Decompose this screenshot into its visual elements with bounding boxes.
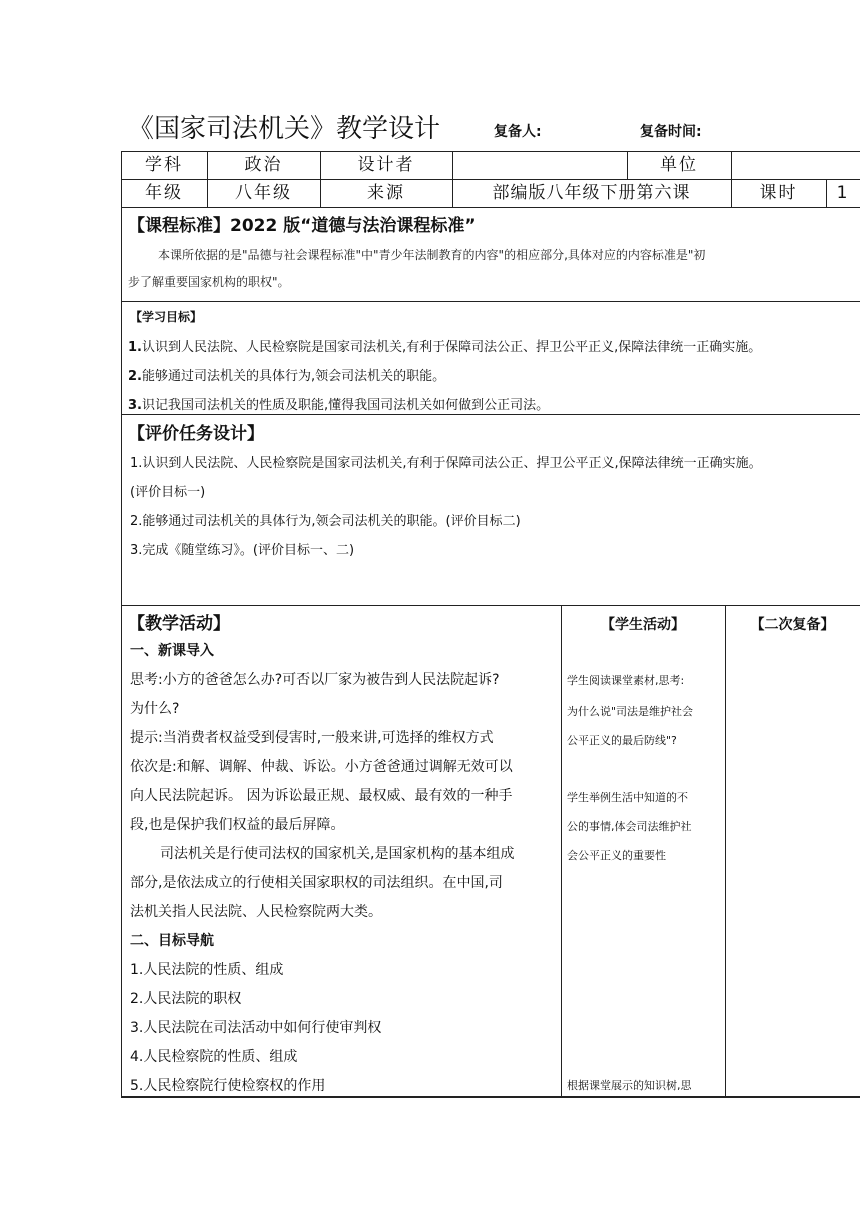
student-line: 公平正义的最后防线"? <box>567 734 677 747</box>
period-label: 课时 <box>759 183 798 203</box>
document-title-row <box>128 112 860 152</box>
source-label: 来源 <box>367 183 405 203</box>
curriculum-line-2: 步了解重要国家机构的职权"。 <box>128 275 290 289</box>
second-review-heading: 【二次复备】 <box>750 617 835 633</box>
student-line: 公的事情,体会司法维护社 <box>567 820 692 833</box>
teaching-line: 法机关指人民法院、人民检察院两大类。 <box>130 904 382 920</box>
subject-value: 政治 <box>244 155 283 175</box>
evaluation-line-4: 3.完成《随堂练习》。(评价目标一、二) <box>130 543 355 558</box>
teaching-line: 5.人民检察院行使检察权的作用 <box>130 1078 326 1094</box>
grade-label: 年级 <box>145 183 183 203</box>
document-title: 《国家司法机关》教学设计 <box>128 114 441 144</box>
student-activities-heading: 【学生活动】 <box>601 617 685 633</box>
teaching-line: 司法机关是行使司法权的国家机关,是国家机构的基本组成 <box>160 846 515 862</box>
evaluation-line-2: (评价目标一) <box>130 485 206 500</box>
student-line: 学生举例生活中知道的不 <box>567 791 688 804</box>
teaching-line: 4.人民检察院的性质、组成 <box>130 1049 298 1065</box>
teaching-line: 为什么? <box>130 701 180 717</box>
teaching-activities-heading: 【教学活动】 <box>128 614 230 634</box>
learning-goal-1: 1.认识到人民法院、人民检察院是国家司法机关,有利于保障司法公正、捍卫公平正义,保障法律统一正确实施。 <box>128 340 762 355</box>
period-value: 1 <box>836 183 850 203</box>
teaching-line: 部分,是依法成立的行使相关国家职权的司法组织。在中国,司 <box>130 875 503 891</box>
teaching-line: 3.人民法院在司法活动中如何行使审判权 <box>130 1020 382 1036</box>
curriculum-line-1: 本课所依据的是"品德与社会课程标准"中"青少年法制教育的内容"的相应部分,具体对应的内容标准是"初 <box>158 248 706 262</box>
learning-goal-3: 3.识记我国司法机关的性质及职能,懂得我国司法机关如何做到公正司法。 <box>128 398 550 413</box>
review-time-label: 复备时间: <box>640 124 702 140</box>
teaching-line: 2.人民法院的职权 <box>130 991 242 1007</box>
reviewer-label: 复备人: <box>494 124 542 140</box>
grade-value: 八年级 <box>235 183 292 203</box>
evaluation-line-3: 2.能够通过司法机关的具体行为,领会司法机关的职能。(评价目标二) <box>130 514 521 529</box>
teaching-line: 一、新课导入 <box>130 643 214 659</box>
teaching-line: 向人民法院起诉。 因为诉讼最正规、最权威、最有效的一种手 <box>130 788 513 804</box>
teaching-line: 提示:当消费者权益受到侵害时,一般来讲,可选择的维权方式 <box>130 730 494 746</box>
teaching-line: 思考:小方的爸爸怎么办?可否以厂家为被告到人民法院起诉? <box>130 672 500 688</box>
teaching-line: 二、目标导航 <box>130 933 214 949</box>
learning-goal-2: 2.能够通过司法机关的具体行为,领会司法机关的职能。 <box>128 369 446 384</box>
evaluation-line-1: 1.认识到人民法院、人民检察院是国家司法机关,有利于保障司法公正、捍卫公平正义,保障法律统一正确实施。 <box>130 456 762 471</box>
student-line: 根据课堂展示的知识树,思 <box>567 1079 692 1092</box>
teaching-line: 1.人民法院的性质、组成 <box>130 962 284 978</box>
learning-goals-heading: 【学习目标】 <box>130 310 203 324</box>
unit-label: 单位 <box>660 155 698 175</box>
subject-label: 学科 <box>145 155 183 175</box>
student-line: 为什么说"司法是维护社会 <box>567 705 694 718</box>
teaching-line: 段,也是保护我们权益的最后屏障。 <box>130 817 345 833</box>
curriculum-heading: 【课程标准】2022 版“道德与法治课程标准” <box>128 216 476 236</box>
student-line: 会公平正义的重要性 <box>567 849 666 862</box>
designer-label: 设计者 <box>357 155 415 175</box>
evaluation-heading: 【评价任务设计】 <box>128 424 264 444</box>
source-value: 部编版八年级下册第六课 <box>492 183 691 203</box>
student-line: 学生阅读课堂素材,思考: <box>567 674 685 687</box>
teaching-line: 依次是:和解、调解、仲裁、诉讼。小方爸爸通过调解无效可以 <box>130 759 513 775</box>
